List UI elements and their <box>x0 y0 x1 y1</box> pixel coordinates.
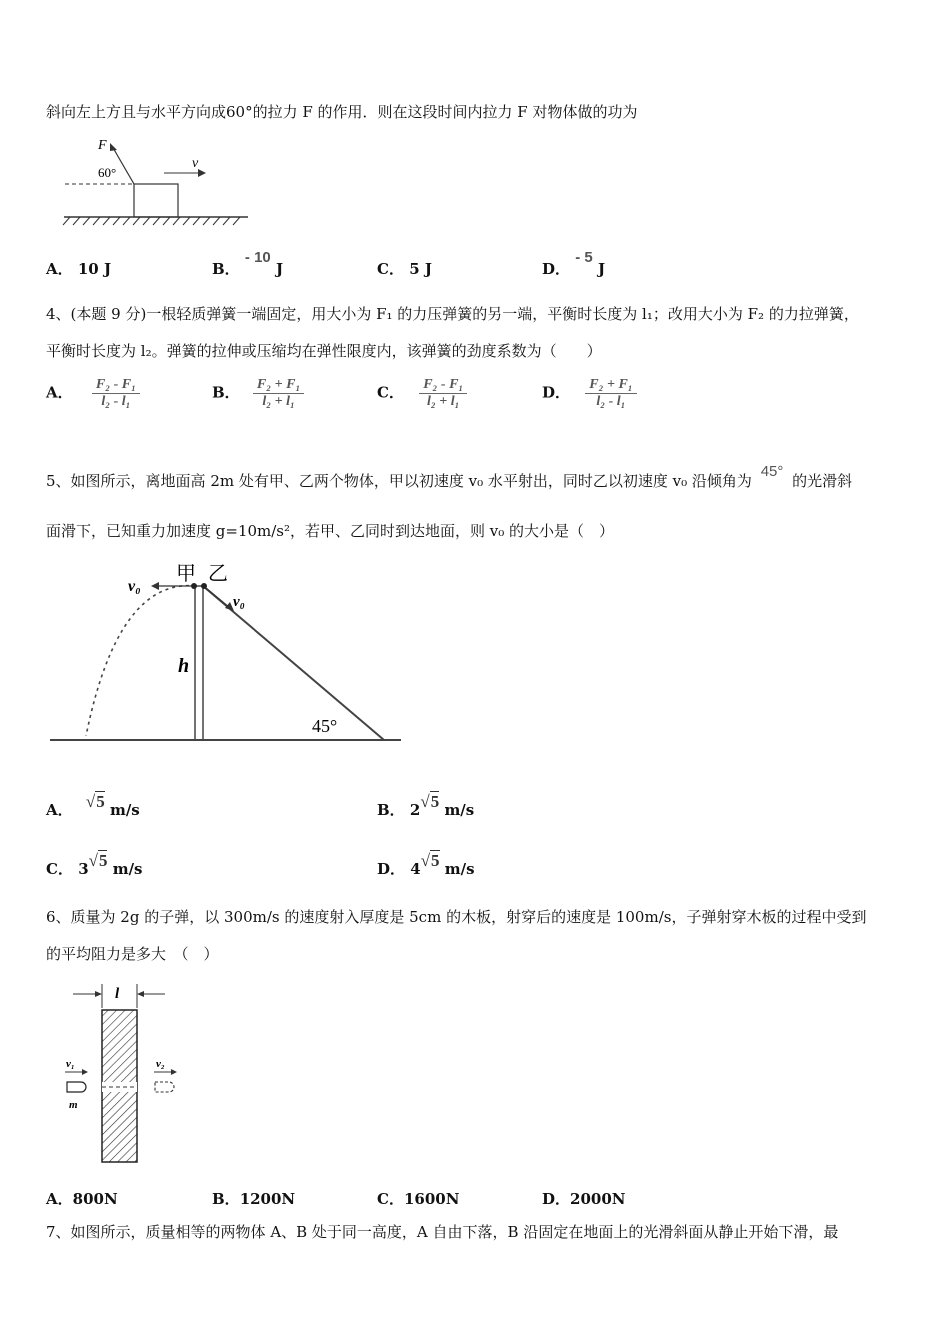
option-letter: A． <box>46 260 73 278</box>
option-letter: A． <box>46 1190 73 1208</box>
option-letter: C． <box>377 383 404 402</box>
q5-jia-label: 甲 <box>176 563 196 585</box>
option-radicand: 5 <box>98 851 108 870</box>
option-unit: J <box>598 260 606 278</box>
q3-figure <box>60 133 260 228</box>
fraction-numerator: F₂ + F₁ <box>585 377 636 394</box>
option-text: 5 J <box>409 260 432 278</box>
option-coefficient: 2 <box>409 801 421 819</box>
option-letter: A． <box>46 383 73 402</box>
q5-option-d[interactable]: D． 4√5 m/s <box>377 851 475 878</box>
option-text: 1200N <box>239 1190 296 1208</box>
q5-option-b[interactable]: B． 2√5 m/s <box>377 792 475 819</box>
fraction-numerator: F₂ - F₁ <box>92 377 140 394</box>
option-text: 1600N <box>403 1190 460 1208</box>
option-letter: D． <box>542 260 571 278</box>
q5-h-label: h <box>178 655 190 677</box>
option-letter: D． <box>377 860 406 878</box>
option-letter: D． <box>542 1190 571 1208</box>
q6-m-label: m <box>69 1099 78 1111</box>
q7-stem-line1: 7、如图所示，质量相等的两物体 A、B 处于同一高度，A 自由下落，B 沿固定在地面上的光滑斜面从静止开始下滑，最 <box>46 1223 839 1241</box>
fraction-denominator: l₂ - l₁ <box>596 394 626 409</box>
fraction-numerator: F₂ - F₁ <box>419 377 467 394</box>
option-letter: D． <box>542 383 571 402</box>
q5-stem-line1 <box>46 463 853 492</box>
q5-stem-text-end: 的光滑斜 <box>792 472 853 490</box>
q6-figure <box>55 978 185 1168</box>
q3-force-label: F <box>98 138 107 153</box>
q4-stem-line1: 4、(本题 9 分)一根轻质弹簧一端固定，用大小为 F₁ 的力压弹簧的另一端，平衡时长度为 l₁；改用大小为 F₂ 的力拉弹簧， <box>46 305 859 323</box>
option-unit: m/s <box>444 860 475 878</box>
q5-option-a[interactable]: A． √5 m/s <box>46 792 140 819</box>
q6-stem-line1: 6、质量为 2g 的子弹，以 300m/s 的速度射入厚度是 5cm 的木板，射穿后的速度是 100m/s，子弹射穿木板的过程中受到 <box>46 908 867 926</box>
fraction-denominator: l₂ + l₁ <box>426 394 460 409</box>
option-radicand: 5 <box>96 792 105 811</box>
q6-v1-label: v₁ <box>66 1058 75 1070</box>
option-radicand: 5 <box>430 792 440 811</box>
option-letter: C． <box>46 860 73 878</box>
option-radicand: 5 <box>431 851 440 870</box>
q5-angle-label: 45° <box>312 716 338 736</box>
option-letter: B． <box>212 1190 240 1208</box>
option-unit: m/s <box>444 801 475 819</box>
option-letter: B． <box>212 260 240 278</box>
option-letter: B． <box>212 383 240 402</box>
q5-yi-label: 乙 <box>208 563 228 585</box>
q3-angle-label: 60° <box>98 165 117 180</box>
q4-option-a[interactable] <box>46 377 140 410</box>
q4-option-d[interactable] <box>542 377 637 410</box>
q6-option-c[interactable] <box>377 1188 459 1209</box>
option-text: 10 J <box>77 260 112 278</box>
q3-velocity-label: v <box>192 156 199 171</box>
q6-option-b[interactable] <box>212 1188 295 1209</box>
q3-stem: 斜向左上方且与水平方向成60°的拉力 F 的作用．则在这段时间内拉力 F 对物体做的功为 <box>46 103 638 121</box>
option-coefficient: 3 <box>78 860 89 878</box>
q3-option-b[interactable] <box>212 249 284 279</box>
option-value: - 5 <box>575 249 593 266</box>
q6-option-d[interactable] <box>542 1188 625 1209</box>
q4-stem-line2: 平衡时长度为 l₂。弹簧的拉伸或压缩均在弹性限度内，该弹簧的劲度系数为（ ） <box>46 342 602 360</box>
q3-option-d[interactable] <box>542 249 606 279</box>
q5-figure <box>48 558 408 748</box>
option-text: 800N <box>72 1190 118 1208</box>
q3-option-c[interactable] <box>377 258 432 279</box>
q6-v2-label: v₂ <box>156 1058 165 1070</box>
q4-option-c[interactable] <box>377 377 467 410</box>
q5-stem-text: 5、如图所示，离地面高 2m 处有甲、乙两个物体，甲以初速度 v₀ 水平射出，同时乙以初速度 v₀ 沿倾角为 <box>46 472 752 490</box>
option-text: 2000N <box>570 1190 626 1208</box>
option-letter: B． <box>377 801 405 819</box>
option-unit: m/s <box>112 860 143 878</box>
option-coefficient: 4 <box>410 860 421 878</box>
fraction-denominator: l₂ - l₁ <box>101 394 131 409</box>
fraction-numerator: F₂ + F₁ <box>253 377 304 394</box>
q6-l-label: l <box>115 986 120 1002</box>
option-unit: J <box>276 260 284 278</box>
q5-angle-value: 45° <box>760 463 784 480</box>
option-letter: A． <box>46 801 73 819</box>
q5-stem-line2: 面滑下，已知重力加速度 g=10m/s²，若甲、乙同时到达地面，则 v₀ 的大小是（ ） <box>46 522 615 540</box>
q6-stem-line2: 的平均阻力是多大 （ ） <box>46 945 219 963</box>
q4-option-b[interactable] <box>212 377 304 410</box>
q5-v0-right-label: v₀ <box>233 594 245 610</box>
q6-option-a[interactable] <box>46 1188 118 1209</box>
q5-v0-left-label: v₀ <box>128 578 141 595</box>
option-letter: C． <box>377 260 404 278</box>
option-value: - 10 <box>244 249 271 266</box>
option-letter: C． <box>377 1190 404 1208</box>
fraction-denominator: l₂ + l₁ <box>262 394 295 409</box>
option-unit: m/s <box>109 801 140 819</box>
q3-option-a[interactable] <box>46 258 111 279</box>
q5-option-c[interactable]: C． 3√5 m/s <box>46 851 143 878</box>
